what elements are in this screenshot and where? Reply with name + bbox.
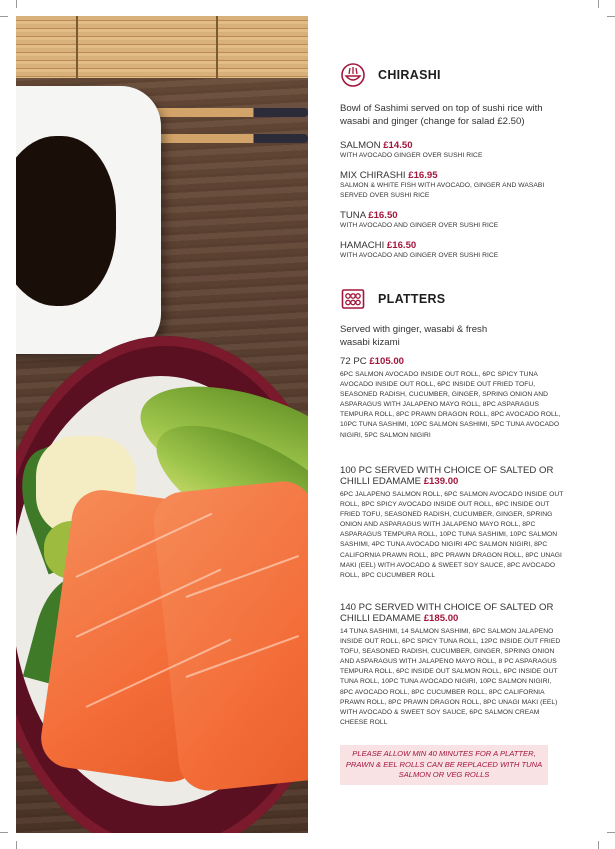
chirashi-header xyxy=(340,62,441,88)
platter-note: PLEASE ALLOW MIN 40 MINUTES FOR A PLATTER, PRAWN & EEL ROLLS CAN BE REPLACED WITH TUNA SALMON OR VEG ROLLS xyxy=(340,745,548,785)
menu-item xyxy=(340,140,565,161)
crop-mark xyxy=(607,832,615,833)
sushi-platter-icon xyxy=(340,286,366,312)
item-price: £16.50 xyxy=(368,210,398,221)
food-photo xyxy=(16,16,308,833)
menu-item xyxy=(340,210,565,231)
item-price: £16.50 xyxy=(386,240,417,251)
menu-item xyxy=(340,240,565,261)
soy-sauce xyxy=(16,136,116,306)
item-price: £16.95 xyxy=(408,170,438,181)
crop-mark xyxy=(0,16,8,17)
item-name: MIX CHIRASHI xyxy=(340,170,406,181)
bamboo-mat xyxy=(16,16,308,78)
item-description: WITH AVOCADO GINGER OVER SUSHI RICE xyxy=(340,152,483,159)
crop-mark xyxy=(0,832,8,833)
menu-item xyxy=(340,356,565,441)
item-name: 140 PC SERVED WITH CHOICE OF SALTED OR CHILLI EDAMAME xyxy=(340,602,554,624)
menu-item xyxy=(340,602,565,728)
item-description: 14 TUNA SASHIMI, 14 SALMON SASHIMI, 6PC SALMON JALAPENO INSIDE OUT ROLL, 6PC SPICY TUNA ROLL, 12PC INSIDE OUT FRIED TOFU, SEASONED RADISH, CUCUMBER, GINGER, SPRING ONION AND ASPARAGUS WITH JALAPENO MAYO ROLL, 8 PC ASPARAGUS TEMPURA ROLL, 6PC INSIDE OUT SALMON ROLL, 6PC INSIDE OUT TUNA ROLL, 10PC TUNA AVOCADO NIGIRI, 10PC SALMON NIGIRI, 8PC AVOCADO ROLL, 8PC CUCUMBER ROLL, 8PC CALIFORNIA PRAWN ROLL, 8PC PRAWN DRAGON ROLL, 8PC UNAGI MAKI (EEL) WITH AVOCADO & SWEET SOY SAUCE, 6PC SALMON CREAM CHEESE ROLL xyxy=(340,628,561,726)
section-title: PLATTERS xyxy=(378,292,446,306)
crop-mark xyxy=(598,0,599,8)
item-name: 100 PC SERVED WITH CHOICE OF SALTED OR CHILLI EDAMAME xyxy=(340,465,554,487)
crop-mark xyxy=(598,841,599,849)
sushi-bowl-icon xyxy=(340,62,366,88)
item-name: HAMACHI xyxy=(340,240,385,251)
mat-string xyxy=(76,16,78,78)
item-price: £139.00 xyxy=(423,476,459,487)
crop-mark xyxy=(607,16,615,17)
item-name: SALMON xyxy=(340,140,381,151)
item-description: 6PC JALAPENO SALMON ROLL, 6PC SALMON AVOCADO INSIDE OUT ROLL, 8PC SPICY AVOCADO INSIDE OUT ROLL, 6PC INSIDE OUT FRIED TOFU, SEASONED RADISH, CUCUMBER, GINGER, SPRING ONION AND ASPARAGUS WITH JALAPENO MAYO ROLL, 8PC ASPARAGUS TEMPURA ROLL, 10PC TUNA SASHIMI, 10PC SALMON SASHIMI, 4PC TUNA AVOCADO NIGIRI 4PC SALMON NIGIRI, 8PC CALIFORNIA PRAWN ROLL, 8PC PRAWN DRAGON ROLL, 8PC UNAGI MAKI (EEL) WITH AVOCADO & SWEET SOY SAUCE, 8PC AVOCADO ROLL, 8PC CUCUMBER ROLL xyxy=(340,491,564,579)
item-price: £185.00 xyxy=(423,613,459,624)
item-description: 6PC SALMON AVOCADO INSIDE OUT ROLL, 6PC SPICY TUNA AVOCADO INSIDE OUT ROLL, 6PC INSIDE OUT FRIED TOFU, SEASONED RADISH, CUCUMBER, GINGER, SPRING ONION AND ASPARAGUS WITH JALAPENO MAYO ROLL, 8PC ASPARAGUS TEMPURA ROLL, 8PC PRAWN DRAGON ROLL, 8PC AVOCADO ROLL, 10PC TUNA SASHIMI, 10PC SALMON SASHIMI, 5PC TUNA AVOCADO NIGIRI, 5PC SALMON NIGIRI xyxy=(340,371,561,439)
item-description: WITH AVOCADO AND GINGER OVER SUSHI RICE xyxy=(340,222,499,229)
crop-mark xyxy=(16,841,17,849)
menu-item xyxy=(340,465,565,581)
platters-header xyxy=(340,286,445,312)
menu-item xyxy=(340,170,565,201)
chirashi-intro: Bowl of Sashimi served on top of sushi rice with wasabi and ginger (change for salad £2.50) xyxy=(340,103,543,127)
item-description: WITH AVOCADO AND GINGER OVER SUSHI RICE xyxy=(340,252,499,259)
item-description: SALMON & WHITE FISH WITH AVOCADO, GINGER AND WASABI SERVED OVER SUSHI RICE xyxy=(340,182,545,200)
item-price: £105.00 xyxy=(369,356,405,367)
section-title: CHIRASHI xyxy=(378,68,441,82)
item-name: TUNA xyxy=(340,210,366,221)
crop-mark xyxy=(16,0,17,8)
item-price: £14.50 xyxy=(383,140,413,151)
platters-intro: Served with ginger, wasabi & fresh wasabi kizami xyxy=(340,324,488,348)
mat-string xyxy=(216,16,218,78)
item-name: 72 PC xyxy=(340,356,367,367)
